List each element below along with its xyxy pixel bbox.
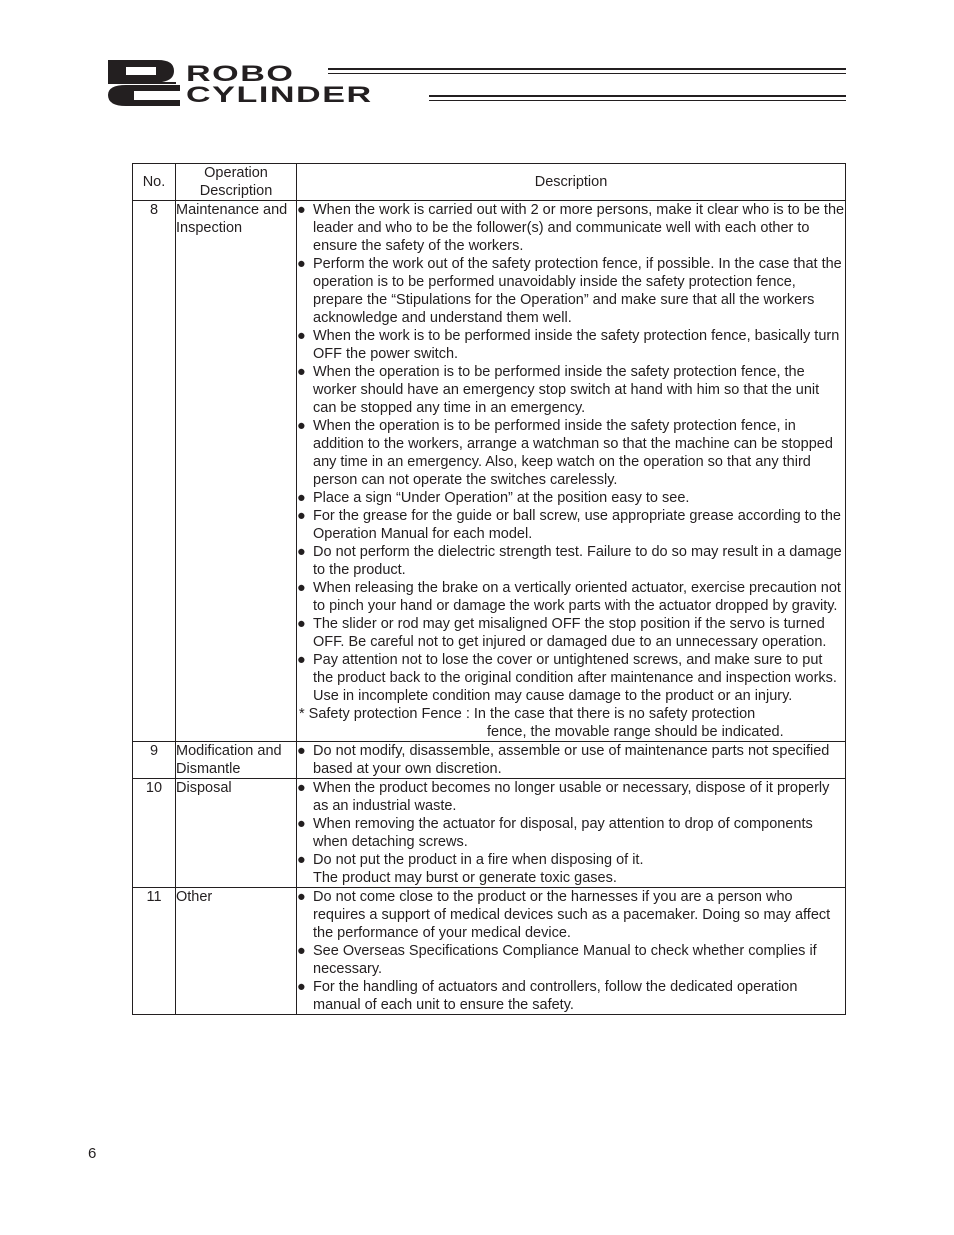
bullet-icon: ● <box>297 580 306 596</box>
bullet-icon: ● <box>297 743 306 759</box>
bullet-icon: ● <box>297 508 306 524</box>
bullet-list <box>297 779 845 869</box>
list-item: ● For the grease for the guide or ball screw, use appropriate grease according to the Operation Manual for each model. <box>297 508 841 542</box>
row-number: 10 <box>133 779 176 888</box>
bullet-list <box>297 742 845 778</box>
list-item: ● When the operation is to be performed inside the safety protection fence, the worker should have an emergency stop switch at hand with him so that the unit can be stopped any time in an emergency. <box>297 364 820 416</box>
continuation-text: The product may burst or generate toxic gases. <box>313 870 617 886</box>
row-number: 8 <box>133 201 176 742</box>
header-rule-top-1 <box>328 68 846 70</box>
bullet-list <box>297 201 845 687</box>
row-number: 9 <box>133 742 176 779</box>
bullet-icon: ● <box>297 652 306 668</box>
list-item: ● Place a sign “Under Operation” at the position easy to see. <box>297 490 690 506</box>
table-header-row <box>133 164 846 201</box>
header-description: Description <box>297 164 846 201</box>
header-rule-bottom-2 <box>429 100 846 101</box>
header-rule-top-2 <box>328 73 846 74</box>
table-row <box>133 888 846 1015</box>
list-item: ● Do not perform the dielectric strength test. Failure to do so may result in a damage to the product. <box>297 544 842 578</box>
bullet-icon: ● <box>297 256 306 272</box>
description-cell <box>297 888 846 1015</box>
list-item: ● When the operation is to be performed inside the safety protection fence, in addition to the workers, arrange a watchman so that the machine can be stopped any time in an emergency. Also, keep watch on the operation so that any third person can not operate the switches carelessly. <box>297 418 833 488</box>
list-item: ● When the work is carried out with 2 or more persons, make it clear who is to be the leader and who to be the follower(s) and communicate well with each other to ensure the safety of the workers. <box>297 202 845 254</box>
footnote-line-2: fence, the movable range should be indicated. <box>487 724 784 740</box>
brand-line-cylinder: CYLINDER <box>186 82 373 107</box>
description-cell <box>297 779 846 888</box>
operation-cell: Maintenance and Inspection <box>176 201 297 742</box>
list-item: ● See Overseas Specifications Compliance Manual to check whether complies if necessary. <box>297 943 817 977</box>
safety-precautions-table <box>132 163 846 1015</box>
list-item: ● Do not modify, disassemble, assemble or use of maintenance parts not specified based at your own discretion. <box>297 743 830 777</box>
list-item: ● Perform the work out of the safety protection fence, if possible. In the case that the operation is to be performed unavoidably inside the safety protection fence, prepare the “Stipulations for the Operation” and make sure that all the workers acknowledge and understand them well. <box>297 256 842 326</box>
description-cell <box>297 742 846 779</box>
bullet-icon: ● <box>297 616 306 632</box>
header-rule-bottom-1 <box>429 95 846 97</box>
bullet-icon: ● <box>297 490 306 506</box>
list-item: ● When removing the actuator for disposal, pay attention to drop of components when detaching screws. <box>297 816 813 850</box>
page-number: 6 <box>88 1145 97 1162</box>
list-item: ● When the product becomes no longer usable or necessary, dispose of it properly as an industrial waste. <box>297 780 830 814</box>
bullet-icon: ● <box>297 979 306 995</box>
bullet-icon: ● <box>297 544 306 560</box>
bullet-icon: ● <box>297 202 306 218</box>
description-cell <box>297 201 846 742</box>
list-item: ● When the work is to be performed inside the safety protection fence, basically turn OFF the power switch. <box>297 328 840 362</box>
robo-cylinder-logo <box>106 58 846 108</box>
list-item: ● Pay attention not to lose the cover or untightened screws, and make sure to put the product back to the original condition after maintenance and inspection works. <box>297 652 837 686</box>
bullet-icon: ● <box>297 889 306 905</box>
rc-logo-icon <box>106 58 182 108</box>
bullet-icon: ● <box>297 364 306 380</box>
bullet-icon: ● <box>297 816 306 832</box>
table-row <box>133 779 846 888</box>
bullet-icon: ● <box>297 943 306 959</box>
header-operation: Operation Description <box>176 164 297 201</box>
operation-cell: Disposal <box>176 779 297 888</box>
footnote-line-1: * Safety protection Fence : In the case that there is no safety protection <box>299 706 756 722</box>
continuation-text: Use in incomplete condition may cause damage to the product or an injury. <box>313 688 793 704</box>
bullet-list <box>297 888 845 1014</box>
list-item: ● Do not come close to the product or the harnesses if you are a person who requires a support of medical devices such as a pacemaker. Doing so may affect the performance of your medical device. <box>297 889 831 941</box>
bullet-icon: ● <box>297 418 306 434</box>
bullet-icon: ● <box>297 852 306 868</box>
brand-line-robo: ROBO <box>186 61 295 86</box>
list-item: ● Do not put the product in a fire when disposing of it. <box>297 852 644 868</box>
operation-cell: Other <box>176 888 297 1015</box>
table-row <box>133 201 846 742</box>
bullet-icon: ● <box>297 780 306 796</box>
operation-cell: Modification and Dismantle <box>176 742 297 779</box>
row-number: 11 <box>133 888 176 1015</box>
list-item: ● For the handling of actuators and controllers, follow the dedicated operation manual of each unit to ensure the safety. <box>297 979 798 1013</box>
bullet-icon: ● <box>297 328 306 344</box>
list-item: ● The slider or rod may get misaligned OFF the stop position if the servo is turned OFF. Be careful not to get injured or damaged due to an unnecessary operation. <box>297 616 827 650</box>
list-item: ● When releasing the brake on a vertically oriented actuator, exercise precaution not to pinch your hand or damage the work parts with the actuator dropped by gravity. <box>297 580 841 614</box>
header-no: No. <box>133 164 176 201</box>
table-row <box>133 742 846 779</box>
